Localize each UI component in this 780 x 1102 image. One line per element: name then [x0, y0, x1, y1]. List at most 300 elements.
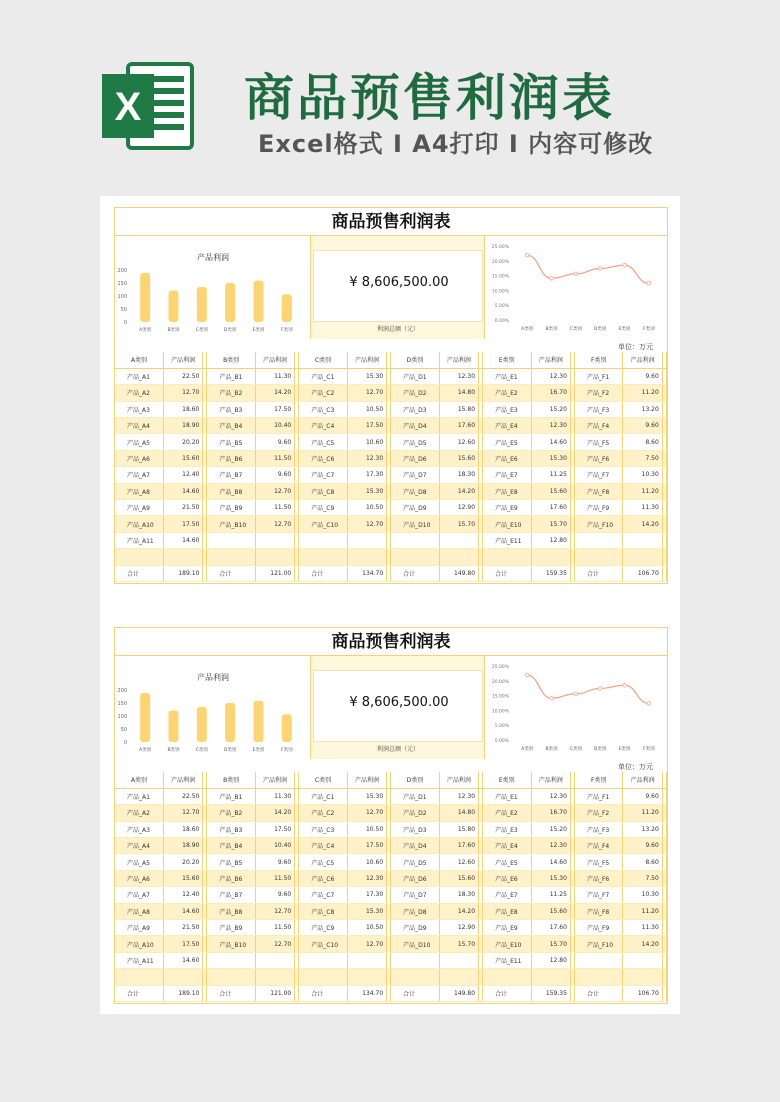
- profit-header: 产品利润: [163, 772, 202, 788]
- line-y-tick: 25.00%: [491, 665, 509, 670]
- product-profit: 17.50: [255, 821, 294, 837]
- product-profit: 11.50: [255, 870, 294, 886]
- group-total: 159.35: [531, 565, 570, 581]
- product-profit: 9.60: [623, 788, 662, 804]
- empty-cell: [207, 549, 255, 565]
- line-point-B类别: [550, 696, 554, 700]
- group-total: 134.70: [347, 985, 386, 1001]
- table-row: [115, 483, 667, 499]
- profit-header: 产品利润: [623, 772, 662, 788]
- product-name: 产品_C5: [299, 854, 347, 870]
- product-profit: 9.60: [623, 368, 662, 384]
- line-y-tick: 5.00%: [494, 724, 509, 730]
- product-name: 产品_A8: [115, 903, 163, 919]
- product-name: 产品_E10: [483, 936, 531, 952]
- product-name: 产品_E4: [483, 838, 531, 854]
- line-y-tick: 5.00%: [494, 304, 509, 310]
- empty-cell: [207, 969, 255, 985]
- product-profit: 15.20: [531, 401, 570, 417]
- product-profit: 12.40: [163, 467, 202, 483]
- bar-chart-svg: [115, 656, 311, 759]
- line-x-tick: B类别: [545, 327, 558, 332]
- line-point-C类别: [574, 692, 578, 696]
- category-header: F类别: [574, 352, 622, 368]
- bar-chart: [115, 656, 311, 759]
- bar-y-tick: 200: [117, 688, 127, 694]
- bar-y-tick: 150: [117, 281, 127, 287]
- product-profit: 10.40: [255, 418, 294, 434]
- profit-header: 产品利润: [347, 352, 386, 368]
- product-profit: 12.60: [439, 854, 478, 870]
- column-gap: [662, 434, 666, 450]
- bar-y-tick: 0: [123, 320, 127, 326]
- product-name: 产品_A6: [115, 870, 163, 886]
- column-gap: [662, 838, 666, 854]
- product-name: 产品_B7: [207, 467, 255, 483]
- product-name: 产品_D6: [391, 870, 439, 886]
- profit-header: 产品利润: [255, 772, 294, 788]
- group-total: 121.00: [255, 565, 294, 581]
- product-profit: 8.60: [623, 434, 662, 450]
- empty-cell: [255, 549, 294, 565]
- group-total: 189.10: [163, 985, 202, 1001]
- table-row: [115, 401, 667, 417]
- empty-cell: [299, 969, 347, 985]
- product-profit: 12.30: [531, 368, 570, 384]
- product-name: 产品_A11: [115, 952, 163, 968]
- product-profit: 10.30: [623, 887, 662, 903]
- product-profit: 14.20: [439, 903, 478, 919]
- product-profit: 11.50: [255, 920, 294, 936]
- product-name: 产品_D5: [391, 434, 439, 450]
- line-x-tick: D类别: [593, 747, 607, 752]
- column-gap: [662, 500, 666, 516]
- table-row: [115, 952, 667, 968]
- column-gap: [662, 870, 666, 886]
- category-header: C类别: [299, 772, 347, 788]
- product-name: 产品_A9: [115, 920, 163, 936]
- product-profit: 12.30: [347, 450, 386, 466]
- empty-cell: [255, 969, 294, 985]
- empty-cell: [347, 549, 386, 565]
- product-profit: 21.50: [163, 500, 202, 516]
- column-gap: [662, 920, 666, 936]
- table-row-empty: [115, 969, 667, 985]
- product-profit: 11.20: [623, 483, 662, 499]
- product-profit: 17.60: [531, 920, 570, 936]
- product-profit: 12.80: [531, 952, 570, 968]
- total-label-cell: 合计: [115, 985, 163, 1001]
- product-name: 产品_B9: [207, 500, 255, 516]
- product-name: 产品_B4: [207, 418, 255, 434]
- product-profit: 12.80: [531, 532, 570, 548]
- product-profit: 18.90: [163, 838, 202, 854]
- product-name: 产品_B8: [207, 903, 255, 919]
- product-profit: 17.50: [347, 418, 386, 434]
- product-name: 产品_D8: [391, 903, 439, 919]
- product-name: 产品_D9: [391, 920, 439, 936]
- group-total: 149.80: [439, 565, 478, 581]
- product-name: 产品_A1: [115, 368, 163, 384]
- unit-label: 单位：万元: [618, 763, 653, 771]
- product-profit: 15.60: [163, 450, 202, 466]
- product-name: 产品_E3: [483, 821, 531, 837]
- product-name: 产品_E2: [483, 805, 531, 821]
- profit-header: 产品利润: [347, 772, 386, 788]
- product-name: 产品_B7: [207, 887, 255, 903]
- product-profit: 11.30: [623, 500, 662, 516]
- product-name: 产品_C4: [299, 418, 347, 434]
- bar-y-tick: 200: [117, 268, 127, 274]
- bar-y-tick: 100: [117, 714, 127, 720]
- total-label-cell: 合计: [207, 985, 255, 1001]
- product-name: 产品_D7: [391, 887, 439, 903]
- product-profit: 13.20: [623, 401, 662, 417]
- bar-x-tick: F类别: [281, 748, 293, 753]
- product-profit: 15.70: [531, 936, 570, 952]
- category-header: A类别: [115, 352, 163, 368]
- product-name: 产品_D2: [391, 805, 439, 821]
- product-name: 产品_C4: [299, 838, 347, 854]
- sheet-2: [114, 627, 668, 1004]
- table-row: [115, 500, 667, 516]
- profit-header: 产品利润: [531, 772, 570, 788]
- product-profit: [347, 532, 386, 548]
- table-header-row: [115, 352, 667, 368]
- product-profit: 12.30: [531, 788, 570, 804]
- product-profit: 12.70: [163, 805, 202, 821]
- bar-x-tick: A类别: [139, 328, 152, 333]
- product-name: 产品_F1: [574, 788, 622, 804]
- product-profit: 15.70: [439, 516, 478, 532]
- table-row-empty: [115, 549, 667, 565]
- product-name: 产品_F6: [574, 450, 622, 466]
- product-name: [574, 952, 622, 968]
- product-profit: 14.20: [439, 483, 478, 499]
- product-name: 产品_C6: [299, 450, 347, 466]
- product-name: 产品_B1: [207, 368, 255, 384]
- product-name: 产品_F2: [574, 385, 622, 401]
- product-name: 产品_C3: [299, 401, 347, 417]
- product-profit: 10.50: [347, 821, 386, 837]
- product-profit: 17.60: [439, 418, 478, 434]
- profit-header: 产品利润: [531, 352, 570, 368]
- line-x-tick: A类别: [521, 327, 534, 332]
- product-profit: 8.60: [623, 854, 662, 870]
- product-profit: 16.70: [531, 385, 570, 401]
- table-total-row: [115, 985, 667, 1001]
- table-total-row: [115, 565, 667, 581]
- product-profit: 9.60: [623, 838, 662, 854]
- product-profit: 10.50: [347, 500, 386, 516]
- product-name: 产品_F8: [574, 903, 622, 919]
- product-profit: 20.20: [163, 854, 202, 870]
- total-panel: [311, 236, 485, 339]
- product-profit: 17.50: [347, 838, 386, 854]
- product-name: 产品_C8: [299, 903, 347, 919]
- product-profit: 15.80: [439, 401, 478, 417]
- table-row: [115, 385, 667, 401]
- group-total: 134.70: [347, 565, 386, 581]
- empty-cell: [115, 549, 163, 565]
- product-profit: 15.60: [439, 870, 478, 886]
- product-name: 产品_F7: [574, 467, 622, 483]
- product-name: 产品_E7: [483, 467, 531, 483]
- product-profit: 12.40: [163, 887, 202, 903]
- table-row: [115, 450, 667, 466]
- line-chart: [485, 236, 667, 339]
- product-profit: [439, 532, 478, 548]
- product-name: 产品_B4: [207, 838, 255, 854]
- category-header: B类别: [207, 772, 255, 788]
- line-point-E类别: [623, 263, 627, 267]
- product-name: 产品_E4: [483, 418, 531, 434]
- line-y-tick: 0.00%: [494, 319, 509, 324]
- table-row: [115, 870, 667, 886]
- bar-y-tick: 0: [123, 740, 127, 746]
- product-profit: 9.60: [623, 418, 662, 434]
- profit-header: 产品利润: [163, 352, 202, 368]
- empty-cell: [483, 549, 531, 565]
- product-profit: 18.60: [163, 401, 202, 417]
- product-profit: 18.60: [163, 821, 202, 837]
- product-profit: 21.50: [163, 920, 202, 936]
- table-row: [115, 936, 667, 952]
- product-name: 产品_C10: [299, 936, 347, 952]
- product-name: [299, 532, 347, 548]
- product-name: 产品_E6: [483, 870, 531, 886]
- profit-header: 产品利润: [439, 772, 478, 788]
- product-name: 产品_A10: [115, 936, 163, 952]
- column-gap: [662, 969, 666, 985]
- product-name: 产品_D4: [391, 838, 439, 854]
- table-row: [115, 532, 667, 548]
- line-chart-svg: [485, 656, 667, 759]
- product-name: [207, 532, 255, 548]
- product-name: 产品_D10: [391, 516, 439, 532]
- product-profit: 15.30: [347, 483, 386, 499]
- total-label-cell: 合计: [299, 565, 347, 581]
- total-label: 利润总额（元）: [376, 326, 419, 333]
- product-name: 产品_E11: [483, 532, 531, 548]
- product-name: 产品_A7: [115, 467, 163, 483]
- sheet-title: 商品预售利润表: [115, 628, 667, 656]
- product-profit: 9.60: [255, 434, 294, 450]
- product-profit: 12.70: [255, 903, 294, 919]
- product-name: 产品_A4: [115, 418, 163, 434]
- table-row: [115, 903, 667, 919]
- bar-x-tick: F类别: [281, 328, 293, 333]
- table-row: [115, 516, 667, 532]
- total-label-cell: 合计: [483, 985, 531, 1001]
- product-name: 产品_B5: [207, 854, 255, 870]
- product-profit: 16.70: [531, 805, 570, 821]
- product-profit: 11.50: [255, 450, 294, 466]
- profit-table: [115, 772, 667, 1002]
- product-name: 产品_E1: [483, 788, 531, 804]
- column-gap: [662, 532, 666, 548]
- column-gap: [662, 483, 666, 499]
- product-profit: 12.70: [347, 385, 386, 401]
- product-name: 产品_F4: [574, 838, 622, 854]
- product-profit: 10.50: [347, 920, 386, 936]
- bar-B类别: [169, 711, 179, 742]
- product-profit: 15.30: [347, 368, 386, 384]
- product-name: 产品_D5: [391, 854, 439, 870]
- product-name: 产品_D2: [391, 385, 439, 401]
- product-profit: 15.30: [347, 903, 386, 919]
- product-profit: 11.30: [255, 368, 294, 384]
- product-profit: 15.60: [439, 450, 478, 466]
- product-name: 产品_D1: [391, 788, 439, 804]
- group-total: 149.80: [439, 985, 478, 1001]
- product-profit: 22.50: [163, 368, 202, 384]
- bar-D类别: [225, 703, 235, 742]
- sheet-1: [114, 207, 668, 584]
- product-profit: 15.30: [531, 870, 570, 886]
- product-profit: 18.30: [439, 887, 478, 903]
- profit-header: 产品利润: [255, 352, 294, 368]
- product-name: 产品_C8: [299, 483, 347, 499]
- line-y-tick: 15.00%: [491, 694, 509, 700]
- line-point-F类别: [647, 701, 651, 705]
- product-profit: [623, 532, 662, 548]
- bar-x-tick: B类别: [167, 748, 180, 753]
- product-name: 产品_B5: [207, 434, 255, 450]
- product-name: 产品_A9: [115, 500, 163, 516]
- bar-C类别: [197, 707, 207, 742]
- product-name: 产品_D3: [391, 401, 439, 417]
- line-x-tick: E类别: [618, 747, 631, 752]
- product-name: 产品_F10: [574, 936, 622, 952]
- product-name: 产品_B6: [207, 450, 255, 466]
- category-header: F类别: [574, 772, 622, 788]
- category-header: E类别: [483, 772, 531, 788]
- bar-x-tick: C类别: [195, 328, 208, 333]
- product-name: 产品_C6: [299, 870, 347, 886]
- category-header: A类别: [115, 772, 163, 788]
- total-label-cell: 合计: [391, 565, 439, 581]
- product-name: 产品_B2: [207, 385, 255, 401]
- line-point-B类别: [550, 276, 554, 280]
- product-profit: 15.60: [531, 903, 570, 919]
- empty-cell: [531, 969, 570, 985]
- product-name: 产品_A11: [115, 532, 163, 548]
- empty-cell: [623, 549, 662, 565]
- product-name: 产品_C1: [299, 368, 347, 384]
- product-profit: 12.30: [347, 870, 386, 886]
- product-name: [391, 532, 439, 548]
- product-name: 产品_B1: [207, 788, 255, 804]
- product-profit: 15.20: [531, 821, 570, 837]
- product-name: 产品_F2: [574, 805, 622, 821]
- total-label-cell: 合计: [207, 565, 255, 581]
- product-profit: 17.30: [347, 467, 386, 483]
- bar-chart: [115, 236, 311, 339]
- product-profit: 14.20: [255, 385, 294, 401]
- product-name: 产品_C2: [299, 385, 347, 401]
- line-point-C类别: [574, 272, 578, 276]
- product-profit: 14.80: [439, 805, 478, 821]
- product-name: 产品_D7: [391, 467, 439, 483]
- product-profit: [255, 952, 294, 968]
- column-gap: [662, 450, 666, 466]
- product-name: 产品_B8: [207, 483, 255, 499]
- line-y-tick: 20.00%: [491, 259, 509, 265]
- product-profit: 18.30: [439, 467, 478, 483]
- product-name: 产品_A5: [115, 434, 163, 450]
- product-name: 产品_E5: [483, 434, 531, 450]
- category-header: E类别: [483, 352, 531, 368]
- empty-cell: [299, 549, 347, 565]
- line-point-A类别: [525, 673, 529, 677]
- column-gap: [662, 418, 666, 434]
- product-profit: 11.25: [531, 467, 570, 483]
- product-profit: 12.30: [439, 788, 478, 804]
- product-profit: 11.30: [623, 920, 662, 936]
- product-profit: [347, 952, 386, 968]
- product-profit: 14.20: [255, 805, 294, 821]
- product-profit: 12.70: [255, 936, 294, 952]
- column-gap: [662, 401, 666, 417]
- product-profit: 15.30: [531, 450, 570, 466]
- product-name: [299, 952, 347, 968]
- empty-cell: [531, 549, 570, 565]
- product-name: 产品_E7: [483, 887, 531, 903]
- line-x-tick: A类别: [521, 747, 534, 752]
- product-profit: 10.60: [347, 854, 386, 870]
- bar-x-tick: B类别: [167, 328, 180, 333]
- bar-y-tick: 150: [117, 701, 127, 707]
- product-name: 产品_D9: [391, 500, 439, 516]
- product-name: 产品_B9: [207, 920, 255, 936]
- product-name: 产品_E11: [483, 952, 531, 968]
- column-gap: [662, 887, 666, 903]
- product-profit: 12.70: [347, 936, 386, 952]
- product-name: 产品_B6: [207, 870, 255, 886]
- bar-y-tick: 100: [117, 294, 127, 300]
- product-name: 产品_B2: [207, 805, 255, 821]
- bar-E类别: [254, 701, 264, 742]
- empty-cell: [347, 969, 386, 985]
- product-profit: 12.30: [531, 838, 570, 854]
- table-row: [115, 368, 667, 384]
- product-name: 产品_B3: [207, 401, 255, 417]
- product-name: 产品_D3: [391, 821, 439, 837]
- product-name: 产品_D4: [391, 418, 439, 434]
- empty-cell: [439, 549, 478, 565]
- product-name: 产品_F8: [574, 483, 622, 499]
- product-name: 产品_C1: [299, 788, 347, 804]
- line-y-tick: 25.00%: [491, 245, 509, 250]
- product-name: 产品_E5: [483, 854, 531, 870]
- excel-logo-icon: [100, 60, 196, 152]
- product-profit: 11.30: [255, 788, 294, 804]
- product-name: 产品_E2: [483, 385, 531, 401]
- line-y-tick: 15.00%: [491, 274, 509, 280]
- bar-F类别: [282, 294, 292, 322]
- bar-x-tick: D类别: [223, 748, 237, 753]
- column-gap: [662, 903, 666, 919]
- logo-letter: X: [114, 85, 142, 129]
- product-name: 产品_F10: [574, 516, 622, 532]
- profit-header: 产品利润: [623, 352, 662, 368]
- product-profit: 17.60: [439, 838, 478, 854]
- total-box: [313, 250, 483, 322]
- product-name: 产品_A7: [115, 887, 163, 903]
- product-profit: 12.30: [531, 418, 570, 434]
- product-profit: 12.90: [439, 500, 478, 516]
